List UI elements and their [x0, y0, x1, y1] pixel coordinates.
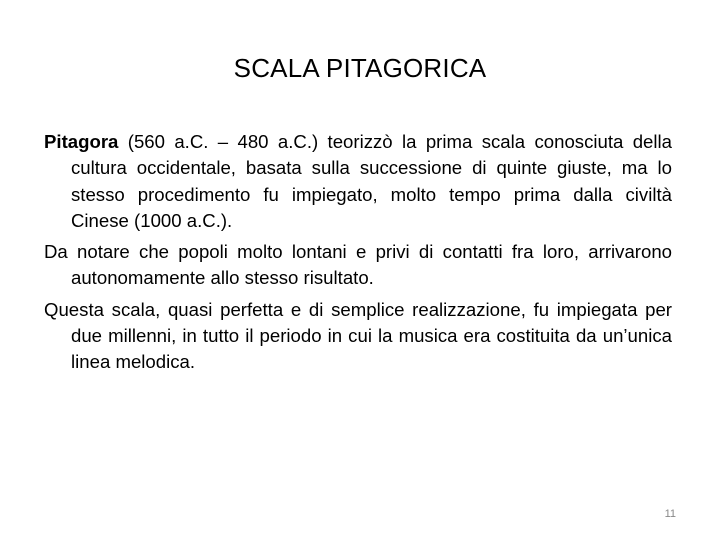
page-number: 11: [664, 508, 676, 520]
slide-body: [44, 129, 672, 381]
paragraph-text: (560 a.C. – 480 a.C.) teorizzò la prima scala conosciuta della cultura occidentale, basata sulla successione di quinte giuste, ma lo stesso procedimento fu impiegato, molto tempo prima dalla civiltà Cinese (1000 a.C.).: [71, 131, 672, 231]
paragraph-questa-scala: [44, 297, 672, 376]
slide-title: SCALA PITAGORICA: [233, 53, 487, 83]
paragraph-text: Questa scala, quasi perfetta e di semplice realizzazione, fu impiegata per due millenni, in tutto il periodo in cui la musica era costituita da un’unica linea melodica.: [44, 298, 672, 373]
paragraph-da-notare: [44, 239, 672, 292]
paragraph-text: Da notare che popoli molto lontani e privi di contatti fra loro, arrivarono autonomamente allo stesso risultato.: [44, 241, 672, 289]
paragraph-bold-term: Pitagora: [44, 131, 119, 152]
paragraph-pitagora: [44, 129, 672, 234]
